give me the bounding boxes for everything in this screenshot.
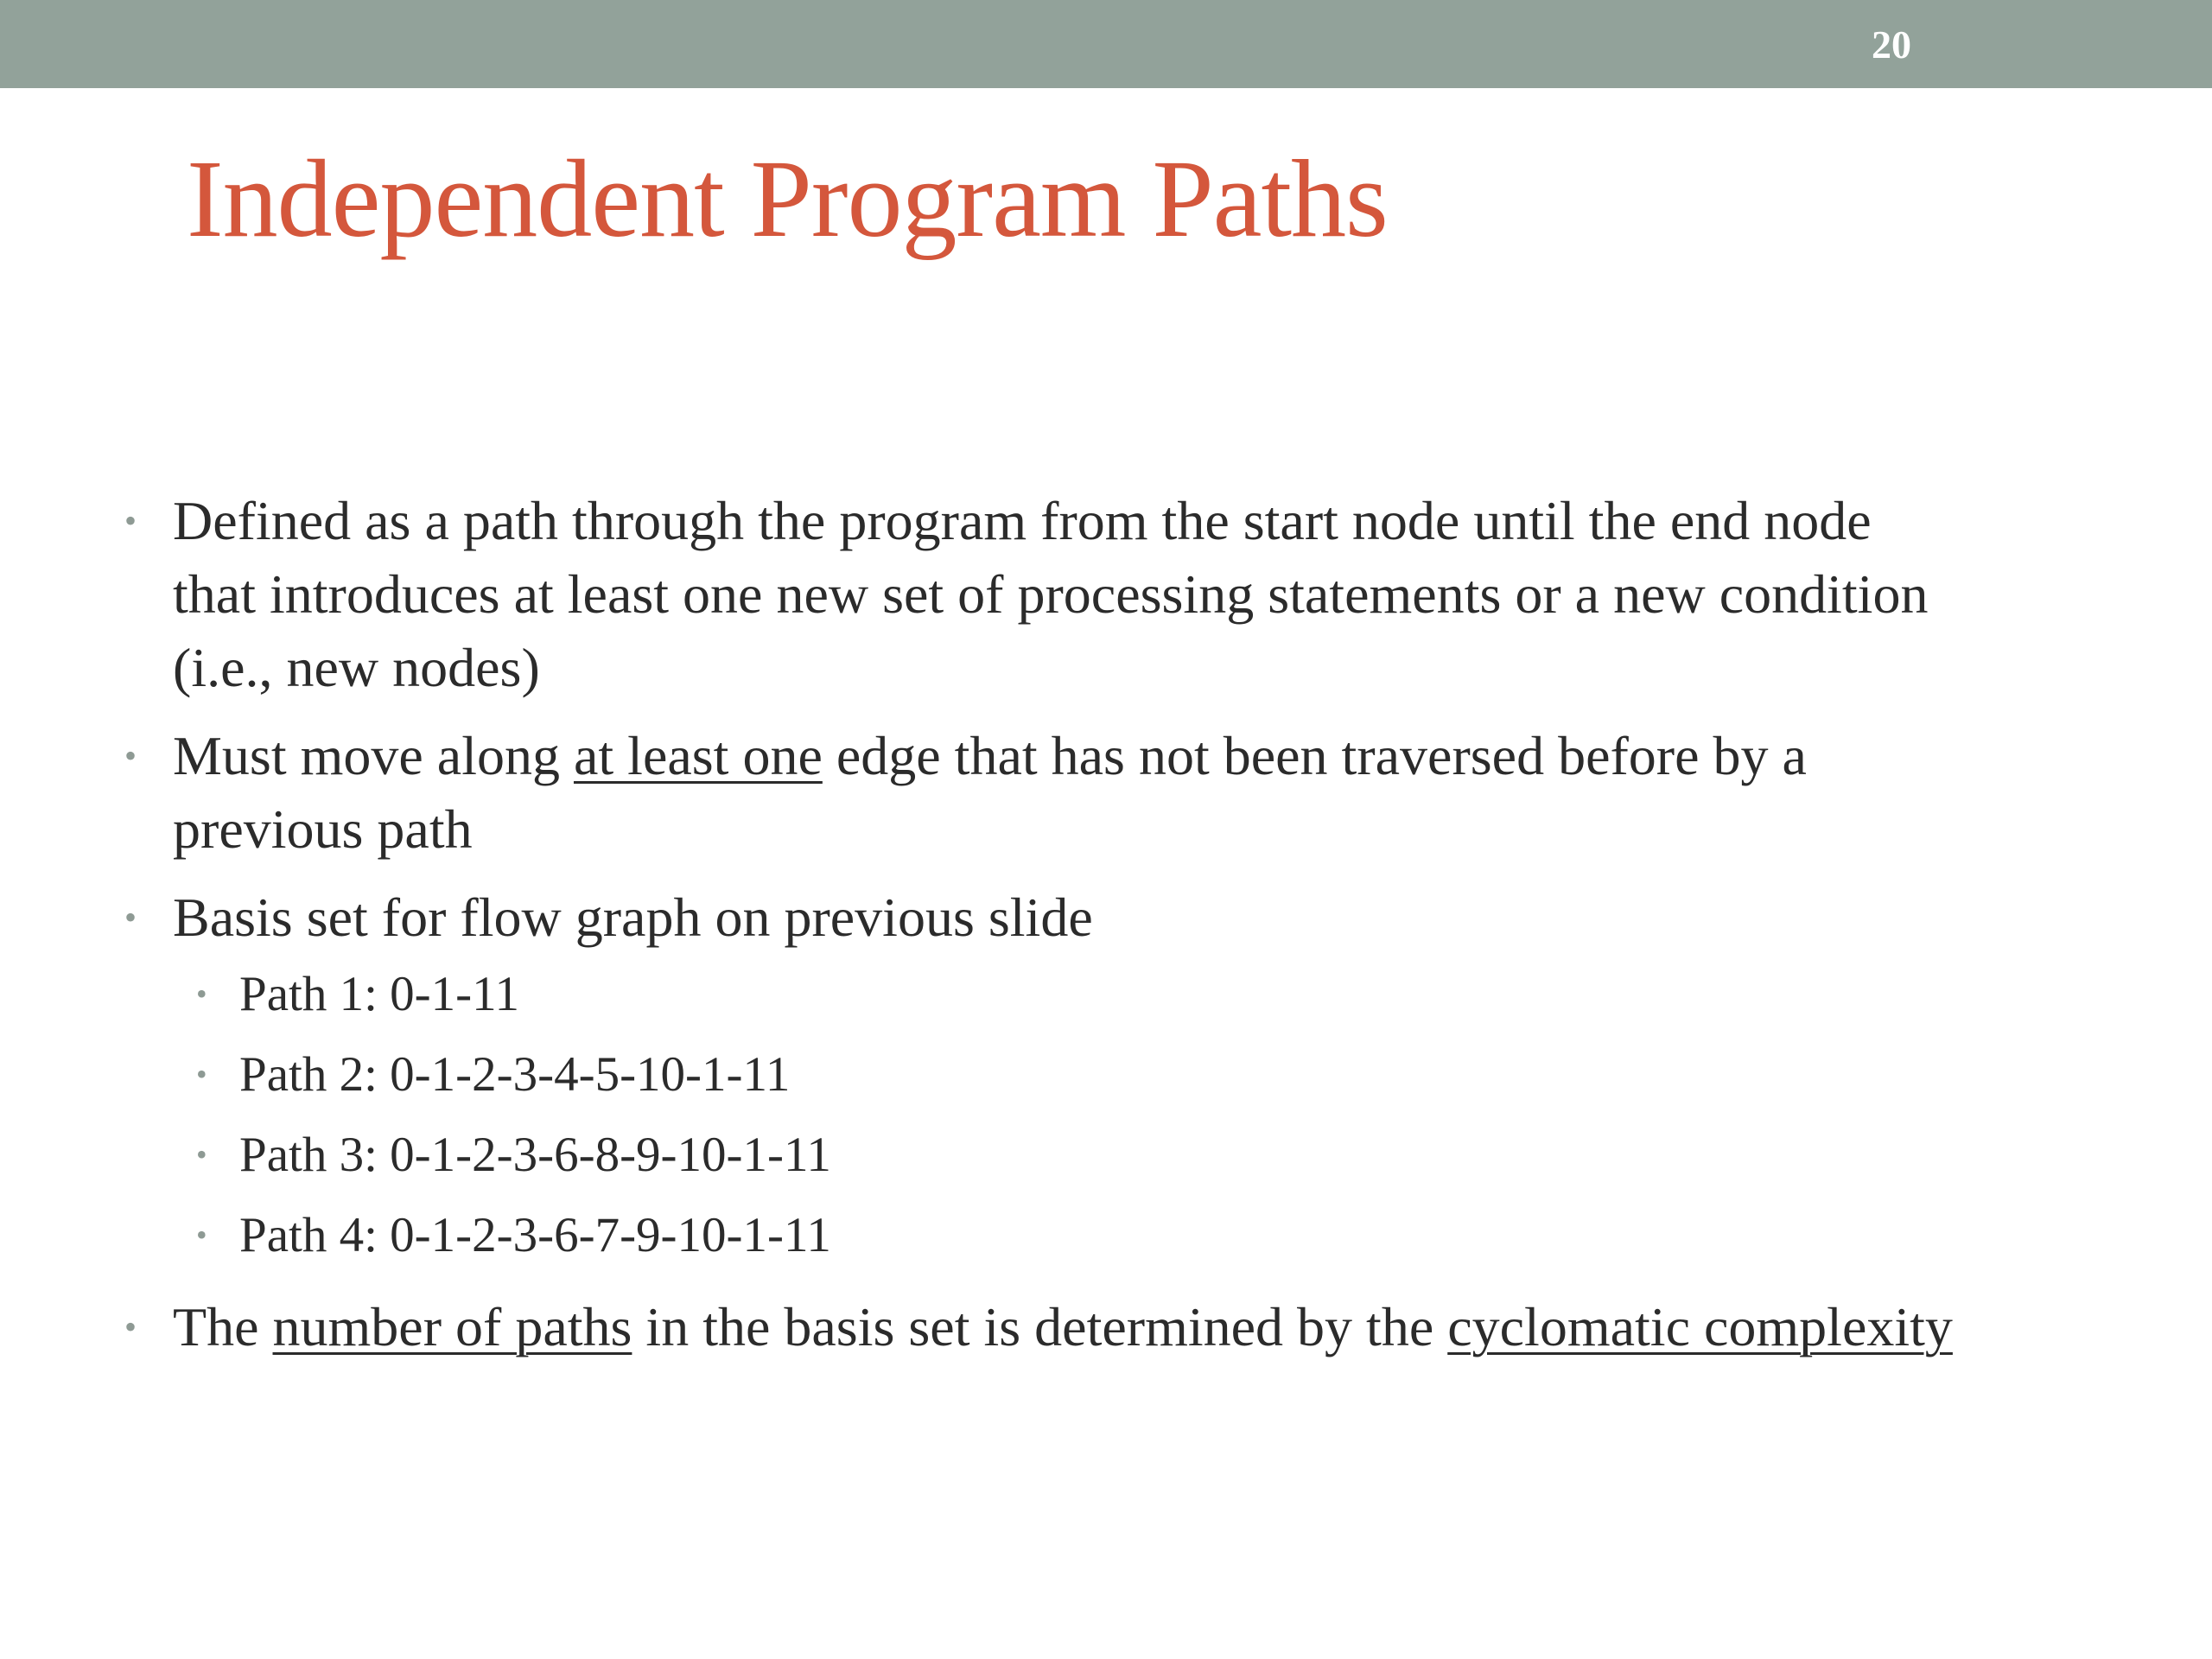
underlined-number-of-paths: number of paths bbox=[272, 1296, 632, 1357]
path-item: • Path 4: 0-1-2-3-6-7-9-10-1-11 bbox=[239, 1195, 2160, 1275]
path-item: • Path 2: 0-1-2-3-4-5-10-1-11 bbox=[239, 1034, 2160, 1115]
bullet-definition bbox=[173, 484, 2160, 704]
bullet-list bbox=[173, 484, 2160, 1378]
bullet-cyclomatic-text-mid: in the basis set is determined by the bbox=[632, 1296, 1448, 1357]
bullet-cyclomatic-text-start: The bbox=[173, 1296, 273, 1357]
bullet-definition-line-3: (i.e., new nodes) bbox=[173, 637, 540, 698]
path-item: • Path 1: 0-1-11 bbox=[239, 954, 2160, 1034]
bullet-new-edge-text-start: Must move along bbox=[173, 725, 574, 786]
path-item: • Path 3: 0-1-2-3-6-8-9-10-1-11 bbox=[239, 1115, 2160, 1195]
bullet-basis-set-text: Basis set for flow graph on previous slide bbox=[173, 887, 1093, 948]
path-list bbox=[173, 954, 2160, 1275]
slide-number: 20 bbox=[1872, 22, 1911, 67]
header-bar bbox=[0, 0, 2212, 88]
bullet-new-edge-text-end: edge that has not been traversed before by a bbox=[822, 725, 1807, 786]
bullet-cyclomatic bbox=[173, 1290, 2160, 1363]
bullet-new-edge bbox=[173, 719, 2160, 866]
underlined-at-least-one: at least one bbox=[573, 725, 823, 786]
bullet-new-edge-line-2: previous path bbox=[173, 798, 473, 860]
bullet-basis-set bbox=[173, 880, 2160, 1275]
bullet-definition-line-1: Defined as a path through the program from the start node until the end node bbox=[173, 490, 1872, 551]
slide-title: Independent Program Paths bbox=[187, 137, 1388, 260]
bullet-definition-line-2: that introduces at least one new set of processing statements or a new condition bbox=[173, 563, 1929, 625]
underlined-cyclomatic-complexity: cyclomatic complexity bbox=[1447, 1296, 1953, 1357]
